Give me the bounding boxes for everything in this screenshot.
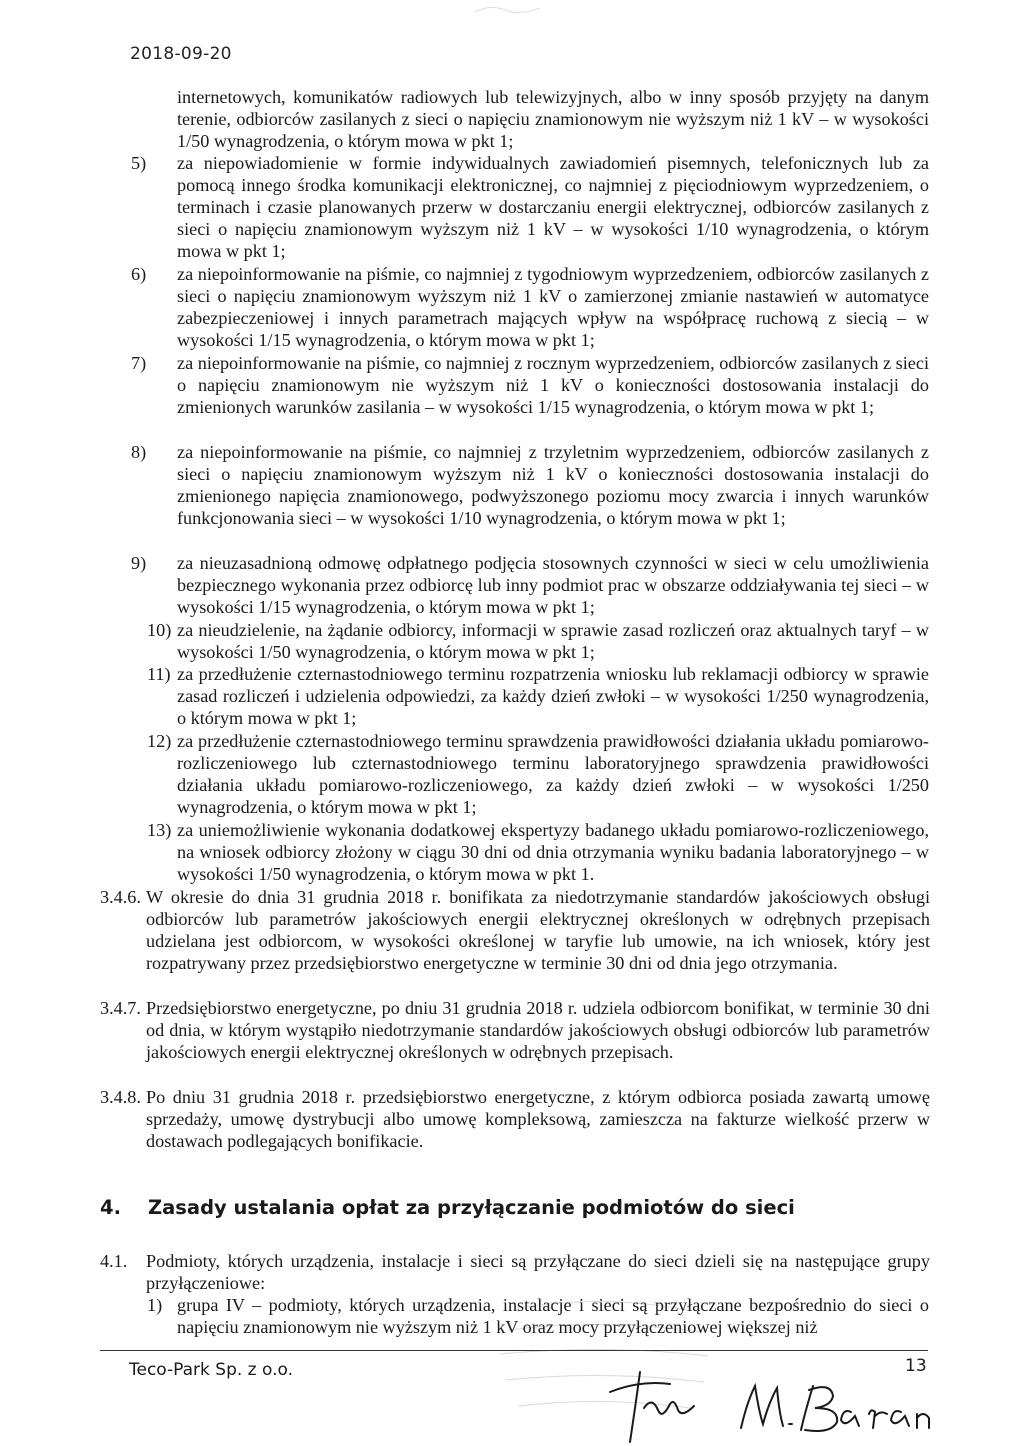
item-number: 9) (131, 553, 147, 573)
section-number: 3.4.7. (100, 998, 141, 1018)
item-text: za nieuzasadnioną odmowę odpłatnego podjęcia stosownych czynności w sieci w celu umożliwienia bezpiecznego wykonania przez odbiorcę lub inny podmiot prac w obszarze oddziaływania tej sieci – w wysokości 1/15 wynagrodzenia, o którym mowa w pkt 1; (177, 553, 929, 618)
item-text: za niepowiadomienie w formie indywidualnych zawiadomień pisemnych, telefonicznych lub za pomocą innego środka komunikacji elektronicznej, co najmniej z pięciodniowym wyprzedzeniem, o terminach i czasie planowanych przerw w dostarczaniu energii elektrycznej, odbiorców zasilanych z sieci o napięciu znamionowym wyższym niż 1 kV – w wysokości 1/10 wynagrodzenia, o którym mowa w pkt 1; (177, 153, 929, 262)
section-number: 3.4.8. (100, 1087, 141, 1107)
page-number: 13 (905, 1356, 927, 1376)
item-text: za nieudzielenie, na żądanie odbiorcy, informacji w sprawie zasad rozliczeń oraz aktualnych taryf – w wysokości 1/50 wynagrodzenia, o którym mowa w pkt 1; (177, 620, 929, 663)
document-date: 2018-09-20 (130, 44, 232, 64)
signature-mark (600, 1362, 720, 1446)
section-number: 4.1. (100, 1251, 128, 1271)
item-number: 6) (131, 264, 147, 284)
chapter-title: Zasady ustalania opłat za przyłączanie podmiotów do sieci (148, 1196, 795, 1219)
item-number: 1) (147, 1295, 163, 1315)
section-number: 3.4.6. (100, 887, 141, 907)
item-text: za niepoinformowanie na piśmie, co najmniej z tygodniowym wyprzedzeniem, odbiorców zasilanych z sieci o napięciu znamionowym wyższym niż 1 kV o zamierzonej zmianie nastawień w automatyce zabezpieczeniowej i innych parametrach mających wpływ na współpracę ruchową z siecią – w wysokości 1/15 wynagrodzenia, o którym mowa w pkt 1; (177, 264, 929, 351)
item-number: 13) (147, 820, 172, 840)
footer-company: Teco-Park Sp. z o.o. (129, 1360, 294, 1380)
item-text: za przedłużenie czternastodniowego terminu sprawdzenia prawidłowości działania układu pomiarowo-rozliczeniowego lub czternastodniowego terminu laboratoryjnego sprawdzenia prawidłowości działania układu pomiarowo-rozliczeniowego, za każdy dzień zwłoki – w wysokości 1/250 wynagrodzenia, o którym mowa w pkt 1; (177, 731, 929, 818)
scan-smudge (470, 0, 550, 18)
item-number: 5) (131, 153, 147, 173)
section-text: Przedsiębiorstwo energetyczne, po dniu 31 grudnia 2018 r. udziela odbiorcom bonifikat, w terminie 30 dni od dnia, w którym wystąpiło niedotrzymanie standardów jakościowych obsługi odbiorców lub parametrów jakościowych energii elektrycznej określonych w odrębnych przepisach. (146, 998, 930, 1063)
section-text: Po dniu 31 grudnia 2018 r. przedsiębiorstwo energetyczne, z którym odbiorca posiada zawartą umowę sprzedaży, umowę dystrybucji albo umowę kompleksową, zamieszcza na fakturze wielkość przerw w dostawach podlegających bonifikacie. (146, 1087, 930, 1152)
item-text: za uniemożliwienie wykonania dodatkowej ekspertyzy badanego układu pomiarowo-rozliczeniowego, na wniosek odbiorcy złożony w ciągu 30 dni od dnia otrzymania wyniku badania laboratoryjnego – w wysokości 1/50 wynagrodzenia, o którym mowa w pkt 1. (177, 820, 929, 885)
item-number: 8) (131, 442, 147, 462)
item-number: 11) (147, 664, 171, 684)
section-text: Podmioty, których urządzenia, instalacje i sieci są przyłączane do sieci dzieli się na następujące grupy przyłączeniowe: (146, 1251, 930, 1294)
item-number: 10) (147, 620, 172, 640)
signature-m-baran (735, 1372, 935, 1438)
item-text: za przedłużenie czternastodniowego terminu rozpatrzenia wniosku lub reklamacji odbiorcy w sprawie zasad rozliczeń i udzielenia odpowiedzi, za każdy dzień zwłoki – w wysokości 1/250 wynagrodzenia, o którym mowa w pkt 1; (177, 664, 929, 729)
item-number: 7) (131, 353, 147, 373)
item-text: grupa IV – podmioty, których urządzenia, instalacje i sieci są przyłączane bezpośrednio do sieci o napięciu znamionowym nie wyższym niż 1 kV oraz mocy przyłączeniowej większej niż (177, 1295, 929, 1338)
item-text: za niepoinformowanie na piśmie, co najmniej z trzyletnim wyprzedzeniem, odbiorców zasilanych z sieci o napięciu znamionowym wyższym niż 1 kV o konieczności dostosowania instalacji do zmienionego napięcia znamionowego, podwyższonego poziomu mocy zwarcia i innych warunków funkcjonowania sieci – w wysokości 1/10 wynagrodzenia, o którym mowa w pkt 1; (177, 442, 929, 529)
item-number: 12) (147, 731, 172, 751)
chapter-heading (100, 1196, 795, 1219)
chapter-number: 4. (100, 1196, 121, 1219)
section-text: W okresie do dnia 31 grudnia 2018 r. bonifikata za niedotrzymanie standardów jakościowych obsługi odbiorców lub parametrów jakościowych energii elektrycznej określonych w odrębnych przepisach udzielana jest odbiorcom, w wysokości określonej w taryfie lub umowie, na ich wniosek, który jest rozpatrywany przez przedsiębiorstwo energetyczne w terminie 30 dni od dnia jego otrzymania. (146, 887, 930, 974)
intro-paragraph: internetowych, komunikatów radiowych lub telewizyjnych, albo w inny sposób przyjęty na danym terenie, odbiorców zasilanych z sieci o napięciu znamionowym nie wyższym niż 1 kV – w wysokości 1/50 wynagrodzenia, o którym mowa w pkt 1; (177, 87, 929, 152)
item-text: za niepoinformowanie na piśmie, co najmniej z rocznym wyprzedzeniem, odbiorców zasilanych z sieci o napięciu znamionowym nie wyższym niż 1 kV o konieczności dostosowania instalacji do zmienionych warunków zasilania – w wysokości 1/15 wynagrodzenia, o którym mowa w pkt 1; (177, 353, 929, 418)
